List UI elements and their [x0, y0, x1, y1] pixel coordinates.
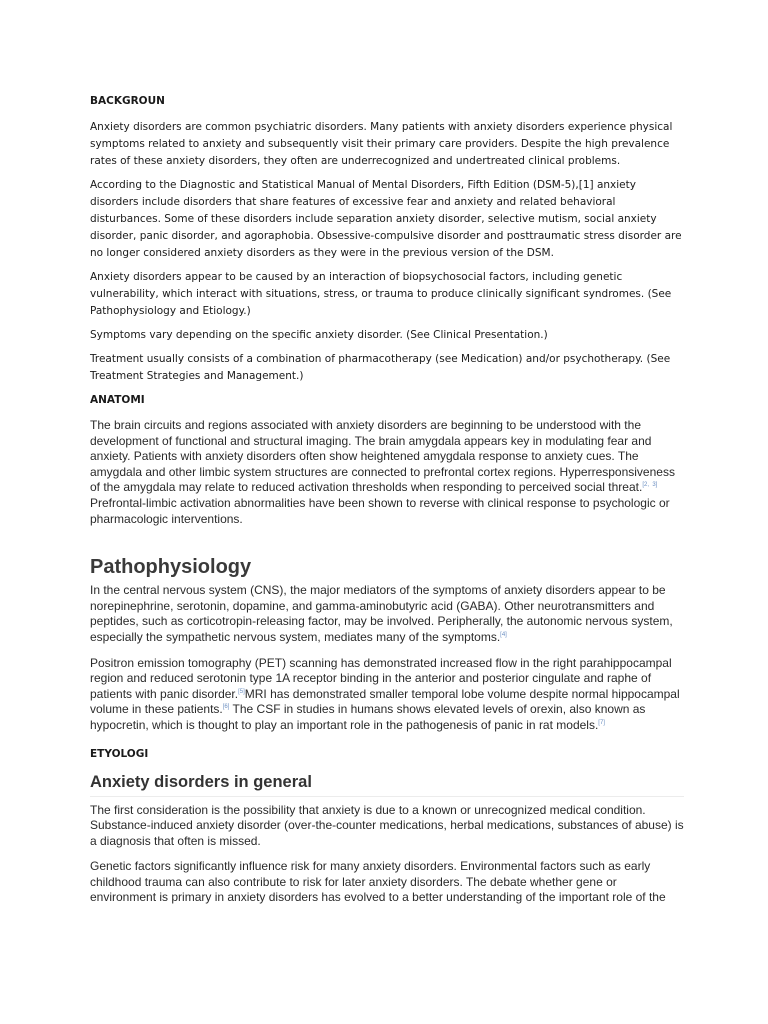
pathophysiology-paragraph-1 — [90, 583, 684, 645]
document-body — [90, 93, 684, 906]
background-paragraph-2: According to the Diagnostic and Statistical Manual of Mental Disorders, Fifth Edition (DSM-5),[1] anxiety disorders include disorders that share features of excessive fear and anxiety and related behavioral disturbances. Some of these disorders include separation anxiety disorder, selective mutism, social anxiety disorder, panic disorder, and agoraphobia. Obsessive-compulsive disorder and posttraumatic stress disorder are no longer considered anxiety disorders as they were in the previous version of the DSM. — [90, 179, 682, 259]
background-paragraph-4: Symptoms vary depending on the specific anxiety disorder. (See Clinical Presentation.) — [90, 329, 548, 341]
pathophysiology-title: Pathophysiology — [90, 556, 252, 579]
pathophysiology-text: Positron emission tomography (PET) scanning has demonstrated increased flow in the right parahippocampal region and reduced serotonin type 1A receptor binding in the anterior and posterior cingulate and raphe of patients with panic disorder. — [90, 655, 672, 701]
anatomy-heading: ANATOMI — [90, 394, 145, 406]
pathophysiology-paragraph-2 — [90, 656, 684, 734]
section-divider — [90, 796, 684, 797]
etiology-paragraph-1: The first consideration is the possibility that anxiety is due to a known or unrecognized medical condition. Substance-induced anxiety disorder (over-the-counter medications, herbal medications, substances of abuse) is a diagnosis that often is missed. — [90, 802, 684, 848]
reference-link[interactable]: [4] — [500, 631, 507, 638]
background-paragraph-5: Treatment usually consists of a combination of pharmacotherapy (see Medication) and/or psychotherapy. (See Treatment Strategies and Management.) — [90, 353, 671, 382]
background-heading: BACKGROUN — [90, 95, 165, 107]
etiology-paragraph-2: Genetic factors significantly influence risk for many anxiety disorders. Environmental factors such as early childhood trauma can also contribute to risk for later anxiety disorders. The debate whether gene or environment is primary in anxiety disorders has evolved to a better understanding of the important role of the — [90, 859, 666, 905]
pathophysiology-text: In the central nervous system (CNS), the major mediators of the symptoms of anxiety disorders appear to be norepinephrine, serotonin, dopamine, and gamma-aminobutyric acid (GABA). Other neurotransmitters and peptides, such as corticotropin-releasing factor, may be involved. Peripherally, the autonomic nervous system, especially the sympathetic nervous system, mediates many of the symptoms. — [90, 583, 673, 644]
reference-link[interactable]: [6] — [222, 704, 230, 711]
reference-link[interactable]: [7] — [598, 719, 605, 726]
anatomy-paragraph — [90, 418, 684, 527]
reference-link[interactable]: 3] — [652, 482, 658, 489]
reference-link[interactable]: [5] — [238, 688, 245, 695]
etiology-heading: ETYOLOGI — [90, 747, 149, 760]
anatomy-text-part-2: Prefrontal-limbic activation abnormalities have been shown to reverse with clinical response to psychologic or pharmacologic interventions. — [90, 495, 670, 526]
pathophysiology-text: MRI has demonstrated smaller temporal lobe volume despite normal hippocampal volume in these patients. — [90, 686, 680, 717]
background-paragraph-1: Anxiety disorders are common psychiatric disorders. Many patients with anxiety disorders experience physical symptoms related to anxiety and subsequently visit their primary care providers. Despite the high prevalence rates of these anxiety disorders, they often are underrecognized and undertreated clinical problems. — [90, 121, 673, 167]
anatomy-text-part-1: The brain circuits and regions associated with anxiety disorders are beginning to be understood with the development of functional and structural imaging. The brain amygdala appears key in modulating fear and anxiety. Patients with anxiety disorders often show heightened amygdala response to anxiety cues. The amygdala and other limbic system structures are connected to prefrontal cortex regions. Hyperresponsiveness of the amygdala may relate to reduced activation thresholds when responding to perceived social threat. — [90, 418, 675, 495]
etiology-subtitle: Anxiety disorders in general — [90, 772, 312, 791]
background-paragraph-3: Anxiety disorders appear to be caused by an interaction of biopsychosocial factors, including genetic vulnerability, which interact with situations, stress, or trauma to produce clinically significant syndromes. (See Pathophysiology and Etiology.) — [90, 271, 672, 317]
reference-link[interactable]: [2, — [642, 482, 649, 489]
pathophysiology-text: The CSF in studies in humans shows elevated levels of orexin, also known as hypocretin, which is thought to play an important role in the pathogenesis of panic in rat models. — [90, 702, 646, 732]
